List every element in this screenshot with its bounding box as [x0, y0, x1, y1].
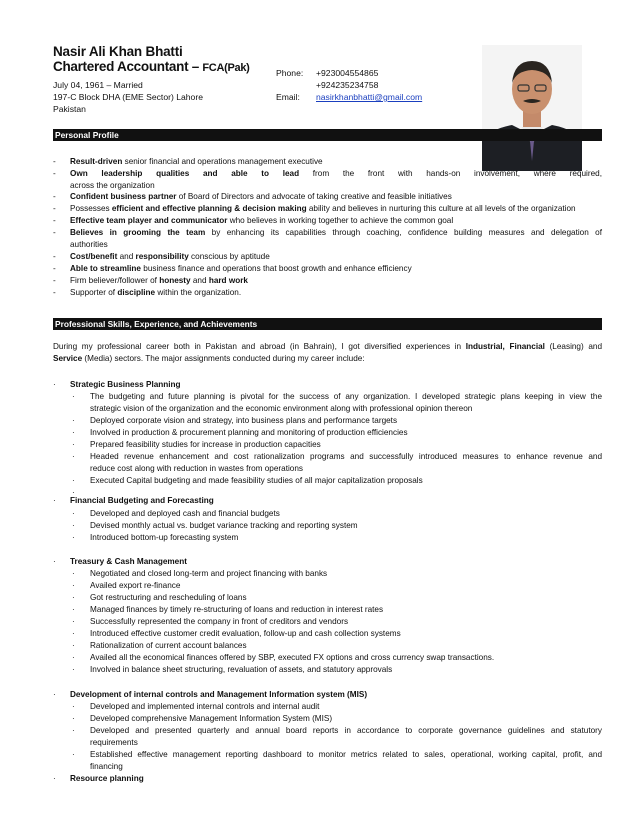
bullet: ·: [72, 533, 75, 542]
bold-segment: Confident business partner: [70, 192, 177, 201]
dash-bullet: -: [53, 276, 56, 285]
group-heading: Treasury & Cash Management: [70, 557, 187, 566]
bullet: ·: [72, 521, 75, 530]
bullet: ·: [72, 641, 75, 650]
bullet: ·: [72, 452, 75, 461]
profile-item-text: [70, 191, 602, 203]
group-item-text: Managed finances by timely re-structuring of loans and reduction in interest rates: [90, 605, 384, 614]
dash-bullet: -: [53, 169, 56, 178]
job-title: Chartered Accountant – FCA(Pak): [53, 59, 250, 74]
bold-segment: discipline: [117, 288, 156, 297]
text-segment: by enhancing its capabilities through coaching, confidence building measures and delegation of: [205, 228, 603, 237]
bullet: ·: [72, 714, 75, 723]
group-heading: Strategic Business Planning: [70, 380, 181, 389]
profile-item-text: [70, 227, 602, 250]
profile-item-text: [70, 275, 602, 287]
profile-line-continued: across the organization: [70, 180, 155, 190]
group-item-text: Deployed corporate vision and strategy, into business plans and performance targets: [90, 416, 398, 425]
bullet: ·: [53, 774, 56, 783]
profile-line: [70, 263, 602, 275]
dob: July 04, 1961 – Married: [53, 80, 143, 90]
text-segment: within the organization.: [155, 288, 242, 297]
bold-segment: efficient and effective planning & decision making: [111, 204, 307, 213]
profile-item-text: [70, 156, 602, 168]
bold-segment: responsibility: [135, 252, 189, 261]
profile-line: [70, 203, 602, 215]
bold-segment: Cost/benefit: [70, 252, 118, 261]
bold-segment: hard work: [208, 276, 248, 285]
group-heading: Development of internal controls and Management Information system (MIS): [70, 690, 368, 699]
bullet: ·: [72, 476, 75, 485]
bullet: ·: [72, 593, 75, 602]
group-item-text: Devised monthly actual vs. budget variance tracking and reporting system: [90, 521, 358, 530]
bold-segment: Own leadership qualities and able to lead: [70, 169, 300, 178]
text-segment: Firm believer/follower of: [70, 276, 160, 285]
phone-label: Phone:: [276, 68, 304, 78]
profile-item-text: [70, 287, 602, 299]
bold-segment: honesty: [159, 276, 191, 285]
bullet: ·: [72, 428, 75, 437]
group-item-text: Headed revenue enhancement and cost rationalization programs and successfully introduced measures to enhance revenue and: [90, 452, 602, 461]
text-segment: business finance and operations that boost growth and enhance efficiency: [140, 264, 412, 273]
profile-item-text: [70, 203, 602, 215]
bullet: ·: [53, 380, 56, 389]
dash-bullet: -: [53, 264, 56, 273]
profile-line: [70, 275, 602, 287]
bullet: ·: [53, 496, 56, 505]
bullet: ·: [72, 702, 75, 711]
group-item-text: Involved in production & procurement planning and monitoring of production efficiencies: [90, 428, 408, 437]
group-item-text: Prepared feasibility studies for increase in production capacities: [90, 440, 321, 449]
profile-item-text: [70, 263, 602, 275]
group-item-text: Introduced effective customer credit evaluation, follow-up and cash collection systems: [90, 629, 401, 638]
text-segment: Possesses: [70, 204, 112, 213]
group-item-text: Availed export re-finance: [90, 581, 181, 590]
bullet: ·: [72, 629, 75, 638]
bullet: ·: [53, 690, 56, 699]
bullet: ·: [72, 488, 75, 497]
group-item-text: strategic vision of the organization and the economic environment along with professional opinion thereon: [90, 404, 473, 413]
group-heading: Financial Budgeting and Forecasting: [70, 496, 214, 505]
group-item-text: The budgeting and future planning is pivotal for the success of any organization. I developed strategic plans keeping in view the: [90, 392, 602, 401]
profile-photo: [482, 45, 582, 171]
profile-line: [70, 168, 602, 180]
group-item-text: Executed Capital budgeting and made feasibility studies of all major capitalization proposals: [90, 476, 423, 485]
profile-item-text: [70, 215, 602, 227]
bullet: ·: [72, 416, 75, 425]
bold-segment: Result-driven: [70, 157, 123, 166]
bold-segment: Able to streamline: [70, 264, 141, 273]
bullet: ·: [53, 557, 56, 566]
group-item-text: Rationalization of current account balances: [90, 641, 247, 650]
group-item-text: financing: [90, 762, 123, 771]
profile-line: [70, 251, 602, 263]
text-segment: from the front with hands-on involvement, where required,: [299, 169, 602, 178]
email-label: Email:: [276, 92, 300, 102]
section-professional-skills: Professional Skills, Experience, and Achievements: [53, 318, 602, 330]
dash-bullet: -: [53, 216, 56, 225]
bullet: ·: [72, 726, 75, 735]
group-item-text: Established effective management reporting dashboard to monitor metrics related to sales, operational, working capital, profit, and: [90, 750, 602, 759]
section-personal-profile: Personal Profile: [53, 129, 602, 141]
bullet: ·: [72, 581, 75, 590]
bullet: ·: [72, 440, 75, 449]
group-item-text: requirements: [90, 738, 138, 747]
bullet: ·: [72, 653, 75, 662]
group-item-text: Got restructuring and rescheduling of loans: [90, 593, 247, 602]
bullet: ·: [72, 392, 75, 401]
group-item-text: Developed and presented quarterly and annual board reports in accordance to corporate governance guidelines and statutory: [90, 726, 602, 735]
group-item-text: Developed and implemented internal controls and internal audit: [90, 702, 320, 711]
bullet: ·: [72, 509, 75, 518]
text-segment: who believes in working together to achieve the common goal: [227, 216, 454, 225]
text-segment: senior financial and operations management executive: [122, 157, 323, 166]
text-segment: of Board of Directors and advocate of taking creative and feasible initiatives: [176, 192, 452, 201]
group-item-text: reduce cost along with reduction in wastes from operations: [90, 464, 303, 473]
profile-line-continued: authorities: [70, 239, 108, 249]
group-heading: Resource planning: [70, 774, 144, 783]
dash-bullet: -: [53, 192, 56, 201]
group-item-text: Involved in balance sheet structuring, revaluation of assets, and statutory approvals: [90, 665, 393, 674]
bullet: ·: [72, 665, 75, 674]
text-segment: and: [190, 276, 209, 285]
group-item-text: Developed comprehensive Management Information System (MIS): [90, 714, 333, 723]
group-item-text: Availed all the economical finances offered by SBP, executed FX options and cross currency swap transactions.: [90, 653, 495, 662]
group-item-text: Negotiated and closed long-term and project financing with banks: [90, 569, 328, 578]
dash-bullet: -: [53, 288, 56, 297]
bold-segment: Believes in grooming the team: [70, 228, 206, 237]
candidate-name: Nasir Ali Khan Bhatti: [53, 44, 183, 59]
bullet: ·: [72, 569, 75, 578]
text-segment: ability and believes in nurturing this culture at all levels of the organization: [306, 204, 576, 213]
intro-paragraph: During my professional career both in Pakistan and abroad (in Bahrain), I got diversified experiences in Industrial, Financial (Leasing) and Service (Media) sectors. The major assignments conducted during my career include:: [53, 342, 603, 363]
text-segment: and: [117, 252, 136, 261]
profile-line: [70, 215, 602, 227]
profile-line: [70, 156, 602, 168]
bullet: ·: [72, 750, 75, 759]
profile-line: [70, 191, 602, 203]
group-item-text: Developed and deployed cash and financial budgets: [90, 509, 280, 518]
dash-bullet: -: [53, 252, 56, 261]
phone-1: +923004554865: [316, 68, 379, 78]
dash-bullet: -: [53, 204, 56, 213]
text-segment: Supporter of: [70, 288, 118, 297]
bullet: ·: [72, 605, 75, 614]
phone-2: +924235234758: [316, 80, 379, 90]
text-segment: conscious by aptitude: [188, 252, 270, 261]
profile-line: [70, 227, 602, 239]
address: 197-C Block DHA (EME Sector) Lahore: [53, 92, 203, 102]
group-item-text: Introduced bottom-up forecasting system: [90, 533, 239, 542]
dash-bullet: -: [53, 228, 56, 237]
country: Pakistan: [53, 104, 86, 114]
bullet: ·: [72, 617, 75, 626]
dash-bullet: -: [53, 157, 56, 166]
email-link[interactable]: nasirkhanbhatti@gmail.com: [316, 92, 423, 102]
bold-segment: Effective team player and communicator: [70, 216, 228, 225]
group-item-text: Successfully represented the company in front of creditors and vendors: [90, 617, 349, 626]
profile-line: [70, 287, 602, 299]
profile-item-text: [70, 251, 602, 263]
profile-item-text: [70, 168, 602, 191]
